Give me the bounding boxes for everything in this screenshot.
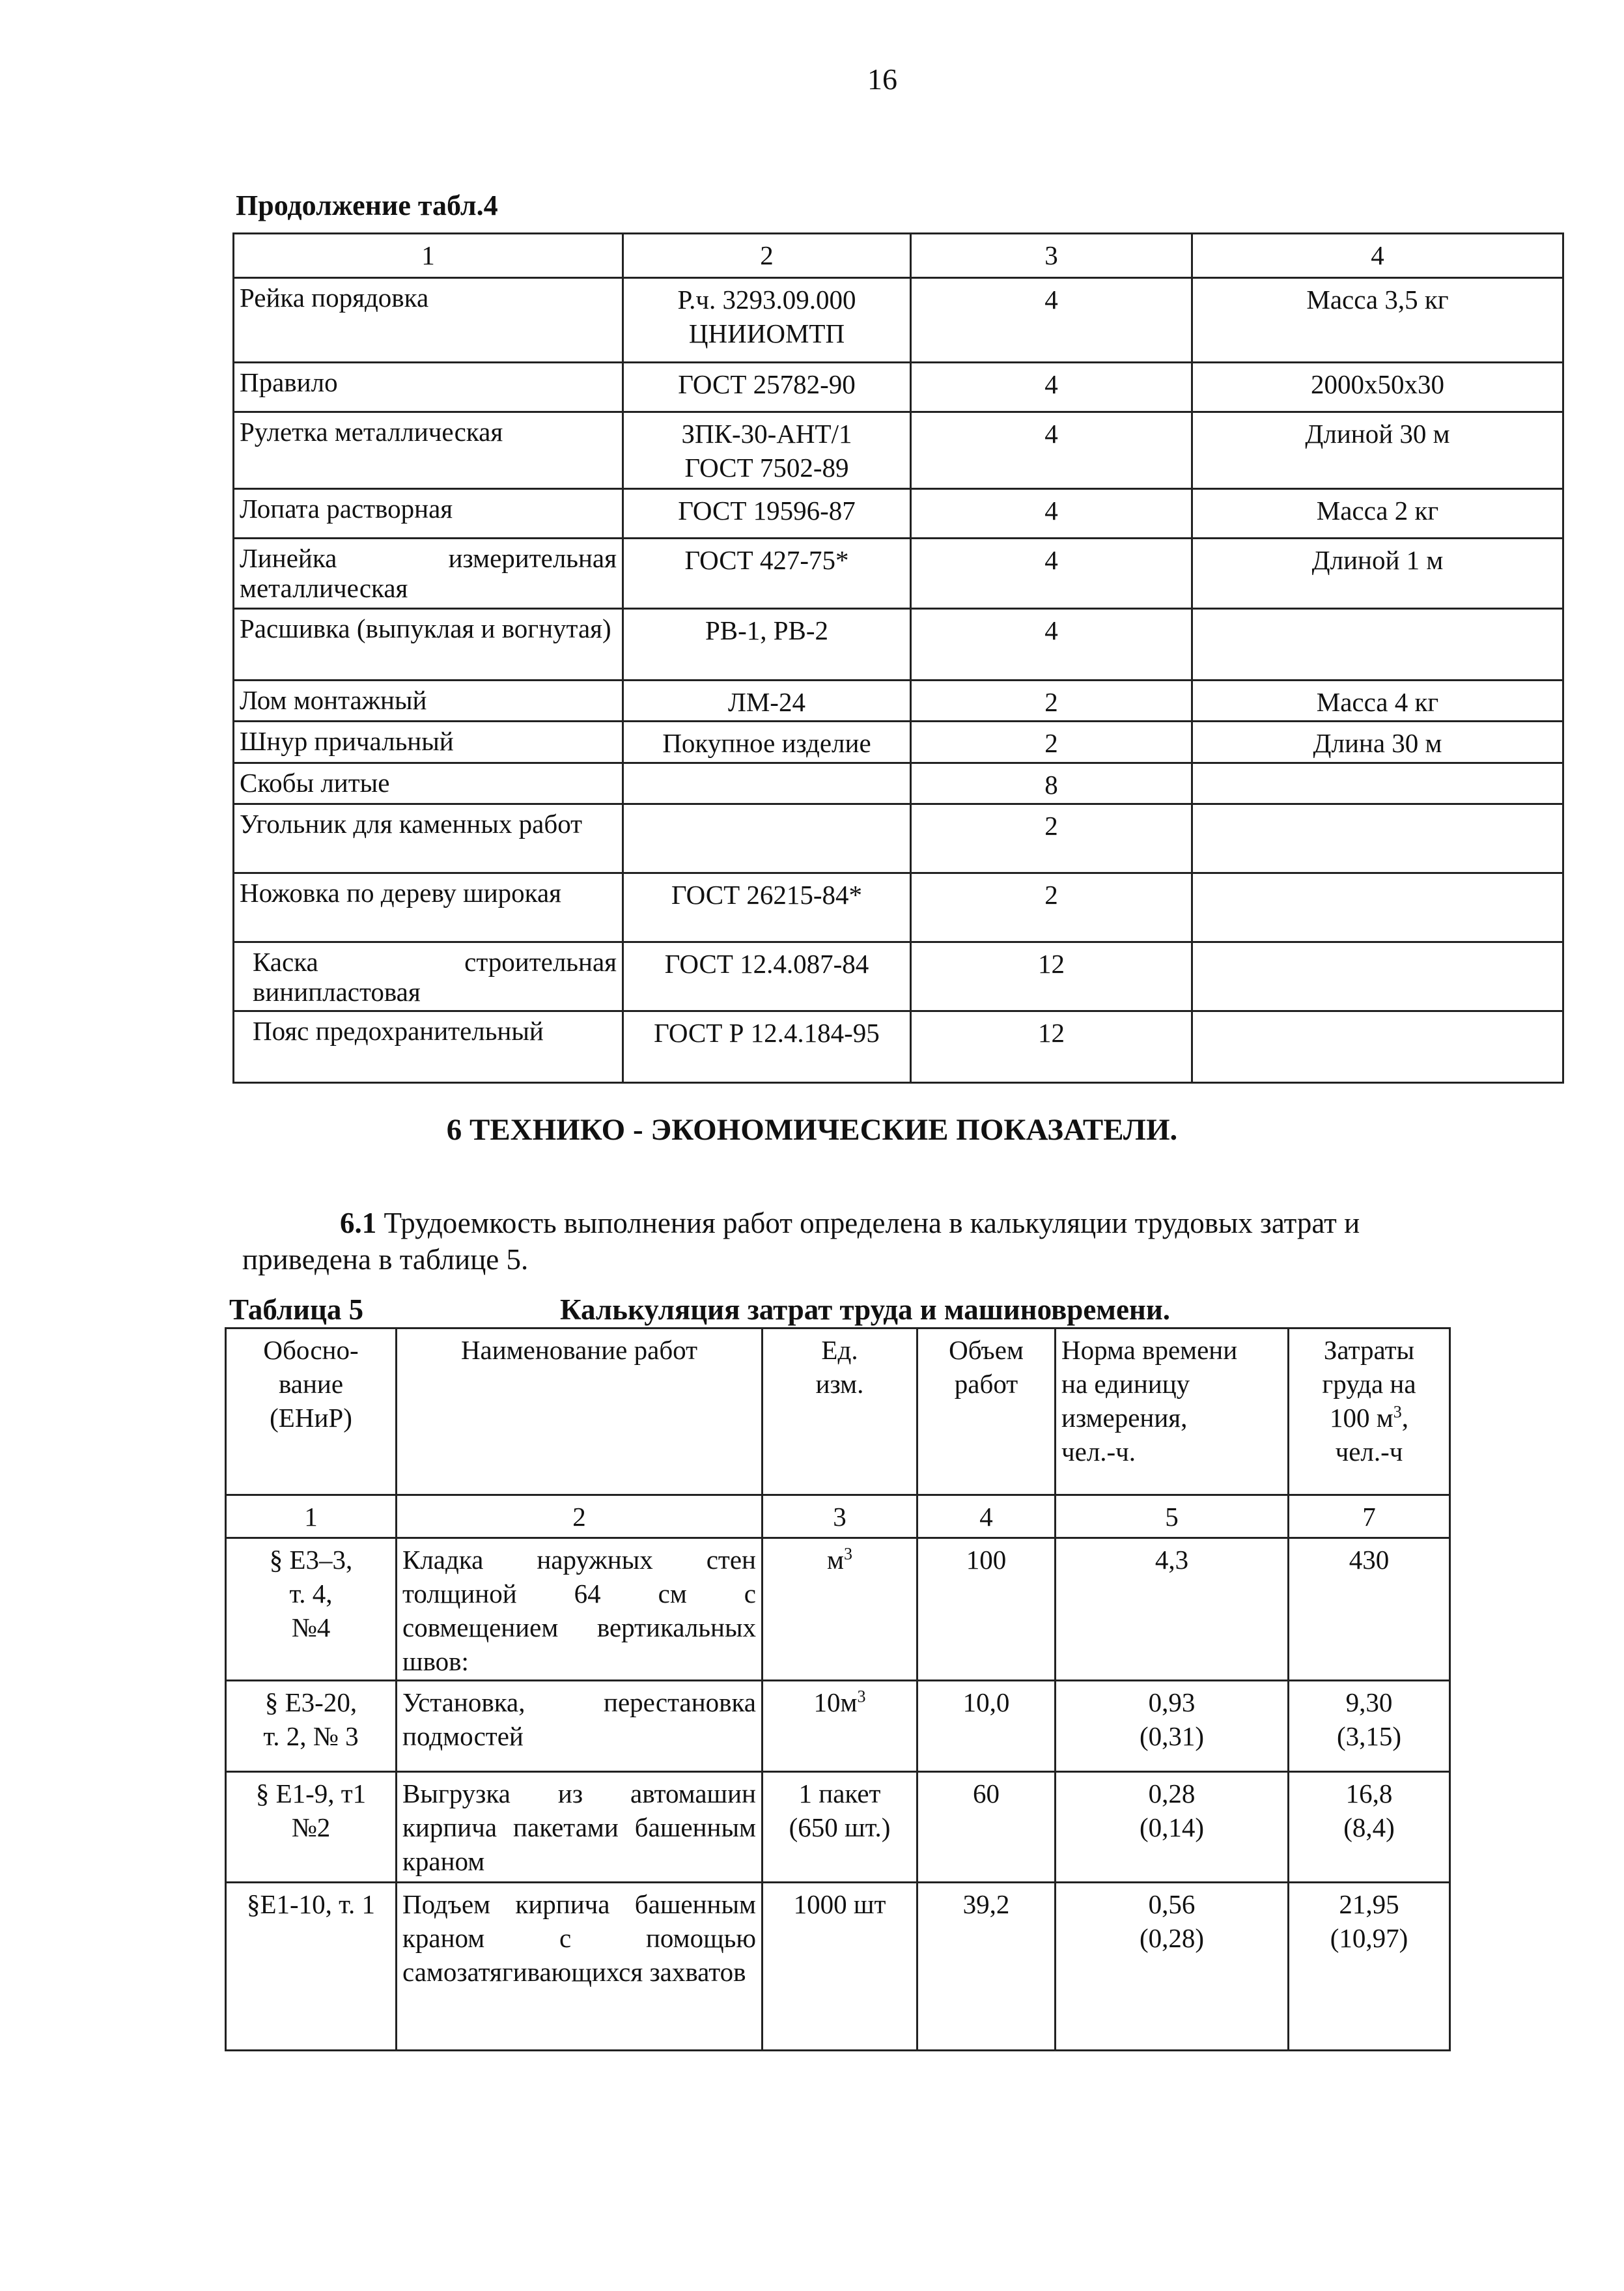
- header-labor: Затраты груда на 100 $м^3$, чел.-ч: [1289, 1328, 1450, 1495]
- continuation-title: Продолжение табл.4: [236, 190, 498, 221]
- table4-cell-doc: ЛМ-24: [623, 681, 911, 722]
- table4-cell-name: Шнур причальный: [234, 722, 623, 763]
- table4-row: [234, 539, 1563, 609]
- table5-cell-work: Выгрузка из автомашин кирпича пакетами башенным краном: [397, 1772, 763, 1883]
- table5-cell-basis: § Е3-20, т. 2, № 3: [226, 1681, 397, 1772]
- table4-header-row: [234, 234, 1563, 278]
- table4-cell-name: Рейка порядовка: [234, 278, 623, 363]
- table5-cell-basis: § Е1-9, т1 №2: [226, 1772, 397, 1883]
- table5-cell-unit: [763, 1883, 917, 2051]
- table4-cell-name: Линейка измерительная металлическая: [234, 539, 623, 609]
- table4-cell-name: Лопата растворная: [234, 489, 623, 539]
- unit-superscript: 3: [843, 1544, 852, 1564]
- table4-cell-note: Масса 2 кг: [1192, 489, 1563, 539]
- table5-row: [226, 1681, 1450, 1772]
- table5-cell-labor: 430: [1289, 1538, 1450, 1681]
- table4-row: [234, 489, 1563, 539]
- table5-cell-volume: 10,0: [917, 1681, 1056, 1772]
- table4-cell-name: Пояс предохранительный: [234, 1011, 623, 1083]
- table4-cell-note: [1192, 609, 1563, 681]
- table4-row: [234, 681, 1563, 722]
- table4-cell-qty: 12: [911, 942, 1192, 1011]
- unit-superscript: 3: [857, 1687, 866, 1706]
- table5-cell-unit: [763, 1681, 917, 1772]
- paragraph-text-line2: приведена в таблице 5.: [242, 1243, 529, 1276]
- table4-cell-doc: ГОСТ 19596-87: [623, 489, 911, 539]
- table4-row: [234, 722, 1563, 763]
- table5-number-cell: 2: [397, 1495, 763, 1538]
- table5-cell-volume: 39,2: [917, 1883, 1056, 2051]
- table-4: [232, 232, 1564, 1084]
- table4-cell-name: Скобы литые: [234, 763, 623, 804]
- table-5: [225, 1327, 1451, 2051]
- table5-label: Таблица 5: [229, 1293, 364, 1326]
- table4-cell-qty: 12: [911, 1011, 1192, 1083]
- table5-number-cell: 5: [1056, 1495, 1289, 1538]
- table5-cell-volume: 60: [917, 1772, 1056, 1883]
- table4-cell-doc: Р.ч. 3293.09.000 ЦНИИОМТП: [623, 278, 911, 363]
- table5-cell-labor: 9,30 (3,15): [1289, 1681, 1450, 1772]
- unit-base: 1 пакет (650 шт.): [789, 1778, 891, 1842]
- table4-cell-name: Каска строительная винипластовая: [234, 942, 623, 1011]
- table4-header-cell: 4: [1192, 234, 1563, 278]
- table5-cell-labor: 21,95 (10,97): [1289, 1883, 1450, 2051]
- table4-cell-qty: 2: [911, 722, 1192, 763]
- table4-cell-name: Угольник для каменных работ: [234, 804, 623, 873]
- table4-row: [234, 804, 1563, 873]
- table4-header-cell: 1: [234, 234, 623, 278]
- table5-cell-work: Подъем кирпича башенным краном с помощью самозатягивающихся захватов: [397, 1883, 763, 2051]
- table4-cell-doc: ГОСТ 427-75*: [623, 539, 911, 609]
- table5-cell-unit: [763, 1538, 917, 1681]
- table4-header-cell: 3: [911, 234, 1192, 278]
- table4-cell-name: Рулетка металлическая: [234, 412, 623, 489]
- table4-cell-note: 2000х50х30: [1192, 363, 1563, 412]
- table5-row: [226, 1538, 1450, 1681]
- table5-title: Калькуляция затрат труда и машиновремени.: [560, 1293, 1171, 1326]
- paragraph-text-line1: Трудоемкость выполнения работ определена в калькуляции трудовых затрат и: [376, 1207, 1360, 1239]
- table4-cell-note: [1192, 1011, 1563, 1083]
- header-basis: Обосно- вание (ЕНиР): [226, 1328, 397, 1495]
- table5-cell-norm: 0,93 (0,31): [1056, 1681, 1289, 1772]
- table4-row: [234, 763, 1563, 804]
- table4-cell-qty: 4: [911, 489, 1192, 539]
- table4-row: [234, 412, 1563, 489]
- intro-paragraph: [242, 1205, 1519, 1278]
- table5-cell-basis: §Е1-10, т. 1: [226, 1883, 397, 2051]
- table4-cell-qty: 2: [911, 804, 1192, 873]
- header-volume: Объем работ: [917, 1328, 1056, 1495]
- table4-cell-qty: 4: [911, 609, 1192, 681]
- table4-row: [234, 609, 1563, 681]
- table4-row: [234, 278, 1563, 363]
- unit-base: 1000 шт: [793, 1889, 886, 1919]
- table5-cell-labor: 16,8 (8,4): [1289, 1772, 1450, 1883]
- table5-cell-norm: 0,56 (0,28): [1056, 1883, 1289, 2051]
- table4-cell-qty: 4: [911, 412, 1192, 489]
- table5-number-cell: 3: [763, 1495, 917, 1538]
- table4-cell-qty: 4: [911, 278, 1192, 363]
- table4-cell-qty: 2: [911, 873, 1192, 942]
- table5-cell-norm: 0,28 (0,14): [1056, 1772, 1289, 1883]
- table5-row: [226, 1772, 1450, 1883]
- paragraph-number: 6.1: [340, 1207, 377, 1239]
- table4-cell-note: Длиной 1 м: [1192, 539, 1563, 609]
- table4-cell-name: Лом монтажный: [234, 681, 623, 722]
- table5-cell-basis: § Е3–3, т. 4, №4: [226, 1538, 397, 1681]
- unit-base: 10м: [813, 1687, 858, 1717]
- table5-cell-norm: 4,3: [1056, 1538, 1289, 1681]
- table4-cell-doc: ГОСТ 12.4.087-84: [623, 942, 911, 1011]
- table4-cell-note: Длина 30 м: [1192, 722, 1563, 763]
- table4-row: [234, 942, 1563, 1011]
- table4-cell-doc: ГОСТ 26215-84*: [623, 873, 911, 942]
- table4-cell-name: Правило: [234, 363, 623, 412]
- table4-cell-doc: [623, 804, 911, 873]
- table4-cell-doc: ЗПК-30-АНТ/1 ГОСТ 7502-89: [623, 412, 911, 489]
- header-unit: Ед. изм.: [763, 1328, 917, 1495]
- table5-number-cell: 7: [1289, 1495, 1450, 1538]
- table4-cell-qty: 2: [911, 681, 1192, 722]
- table5-cell-unit: [763, 1772, 917, 1883]
- table4-row: [234, 873, 1563, 942]
- table5-header-row: [226, 1328, 1450, 1495]
- table5-number-row: [226, 1495, 1450, 1538]
- table5-number-cell: 4: [917, 1495, 1056, 1538]
- table4-row: [234, 1011, 1563, 1083]
- table4-cell-doc: Покупное изделие: [623, 722, 911, 763]
- table4-cell-doc: ГОСТ 25782-90: [623, 363, 911, 412]
- page-number: 16: [867, 63, 897, 96]
- table5-number-cell: 1: [226, 1495, 397, 1538]
- table4-cell-note: [1192, 873, 1563, 942]
- table5-cell-volume: 100: [917, 1538, 1056, 1681]
- header-work: Наименование работ: [397, 1328, 763, 1495]
- table5-row: [226, 1883, 1450, 2051]
- table4-header-cell: 2: [623, 234, 911, 278]
- table4-cell-name: Расшивка (выпуклая и вогнутая): [234, 609, 623, 681]
- table4-cell-qty: 8: [911, 763, 1192, 804]
- header-norm: Норма времени на единицу измерения, чел.-ч.: [1056, 1328, 1289, 1495]
- table4-cell-note: [1192, 763, 1563, 804]
- table4-cell-note: Масса 3,5 кг: [1192, 278, 1563, 363]
- table4-cell-doc: ГОСТ Р 12.4.184-95: [623, 1011, 911, 1083]
- table4-cell-doc: РВ-1, РВ-2: [623, 609, 911, 681]
- table4-cell-qty: 4: [911, 539, 1192, 609]
- table5-cell-work: Установка, перестановка подмостей: [397, 1681, 763, 1772]
- table4-cell-note: Масса 4 кг: [1192, 681, 1563, 722]
- table4-cell-name: Ножовка по дереву широкая: [234, 873, 623, 942]
- table4-cell-qty: 4: [911, 363, 1192, 412]
- unit-base: м: [827, 1545, 844, 1575]
- table4-cell-doc: [623, 763, 911, 804]
- table4-cell-note: [1192, 942, 1563, 1011]
- table4-row: [234, 363, 1563, 412]
- table4-cell-note: Длиной 30 м: [1192, 412, 1563, 489]
- section-heading: 6 ТЕХНИКО - ЭКОНОМИЧЕСКИЕ ПОКАЗАТЕЛИ.: [446, 1113, 1178, 1147]
- table5-cell-work: Кладка наружных стен толщиной 64 см с совмещением вертикальных швов:: [397, 1538, 763, 1681]
- table4-cell-note: [1192, 804, 1563, 873]
